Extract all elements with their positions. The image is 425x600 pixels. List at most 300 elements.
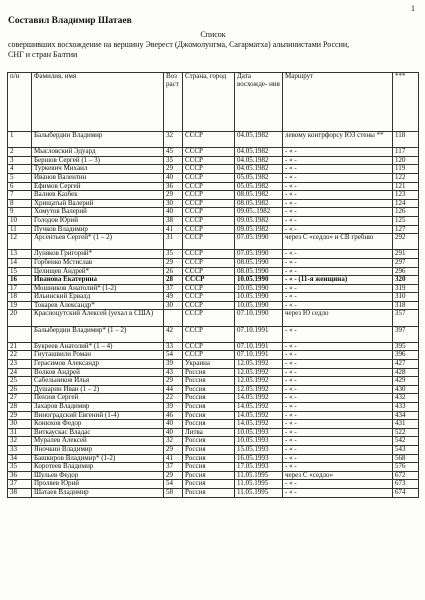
age-cell: 29 xyxy=(164,165,183,174)
ascent-date-cell: 07.05.1990 xyxy=(235,234,283,250)
route-cell: - « - xyxy=(283,377,393,386)
route-cell: - « - xyxy=(283,488,393,497)
table-row xyxy=(8,225,419,234)
age-cell: 35 xyxy=(164,156,183,165)
climber-name-cell: Бершов Сергей (1 – 3) xyxy=(32,156,164,165)
table-row xyxy=(8,156,419,165)
ascent-date-cell: 08.05.1990 xyxy=(235,267,283,276)
country-cell: СССР xyxy=(183,234,235,250)
country-cell: Россия xyxy=(183,488,235,497)
table-row xyxy=(8,132,419,148)
climber-name-cell: Хрищатый Валерий xyxy=(32,199,164,208)
age-cell: 40 xyxy=(164,208,183,217)
ascent-order-cell: 126 xyxy=(393,208,419,217)
route-cell: - « - xyxy=(283,445,393,454)
ascent-date-cell: 04.05.1982 xyxy=(235,165,283,174)
ascent-order-cell: 119 xyxy=(393,165,419,174)
row-number-cell: 13 xyxy=(8,250,32,259)
route-cell: - « - xyxy=(283,411,393,420)
table-row xyxy=(8,191,419,200)
country-cell: Россия xyxy=(183,437,235,446)
row-number-cell: 38 xyxy=(8,488,32,497)
climber-name-cell: Герасимов Александр xyxy=(32,360,164,369)
climber-name-cell: Туркевич Михаил xyxy=(32,165,164,174)
row-number-cell: 34 xyxy=(8,454,32,463)
country-cell: СССР xyxy=(183,351,235,360)
route-cell: - « - xyxy=(283,199,393,208)
table-row xyxy=(8,173,419,182)
ascent-order-cell: 125 xyxy=(393,216,419,225)
age-cell: 46 xyxy=(164,411,183,420)
age-cell: 28 xyxy=(164,276,183,285)
route-cell: - « - xyxy=(283,326,393,342)
age-cell: 22 xyxy=(164,394,183,403)
table-row xyxy=(8,471,419,480)
route-cell: - « - xyxy=(283,437,393,446)
row-number-cell: 32 xyxy=(8,437,32,446)
country-cell: СССР xyxy=(183,326,235,342)
row-number-cell xyxy=(8,326,32,342)
row-number-cell: 33 xyxy=(8,445,32,454)
age-cell: 38 xyxy=(164,216,183,225)
ascent-order-cell: 296 xyxy=(393,267,419,276)
row-number-cell: 3 xyxy=(8,156,32,165)
table-header-row xyxy=(8,73,419,132)
country-cell: Россия xyxy=(183,471,235,480)
ascent-order-cell: 117 xyxy=(393,148,419,157)
ascent-date-cell: 17.05.1993 xyxy=(235,463,283,472)
climber-name-cell: Коротеев Владимир xyxy=(32,463,164,472)
climber-name-cell: Гиуташвили Роман xyxy=(32,351,164,360)
header-number: п/н xyxy=(8,73,32,132)
ascent-date-cell: 04.05.1982 xyxy=(235,148,283,157)
climber-name-cell: Сабельников Илья xyxy=(32,377,164,386)
route-cell: - « - xyxy=(283,173,393,182)
row-number-cell: 14 xyxy=(8,258,32,267)
row-number-cell: 2 xyxy=(8,148,32,157)
route-cell: - « - xyxy=(283,225,393,234)
country-cell: СССР xyxy=(183,208,235,217)
ascent-date-cell: 14.05.1992 xyxy=(235,420,283,429)
country-cell: Россия xyxy=(183,385,235,394)
ascent-order-cell: 433 xyxy=(393,403,419,412)
age-cell: 43 xyxy=(164,368,183,377)
row-number-cell: 10 xyxy=(8,216,32,225)
climber-name-cell: Душарин Иван (1 – 2) xyxy=(32,385,164,394)
table-row xyxy=(8,165,419,174)
list-heading: Список xyxy=(200,30,226,39)
header-country: Страна, город xyxy=(183,73,235,132)
table-row xyxy=(8,208,419,217)
route-cell: - « - xyxy=(283,351,393,360)
country-cell: Россия xyxy=(183,394,235,403)
route-cell: - « - xyxy=(283,360,393,369)
table-row xyxy=(8,326,419,342)
age-cell: 31 xyxy=(164,234,183,250)
route-cell: - « - xyxy=(283,368,393,377)
ascent-date-cell: 12.05.1992 xyxy=(235,360,283,369)
ascent-order-cell: 118 xyxy=(393,132,419,148)
country-cell: Россия xyxy=(183,445,235,454)
ascent-date-cell: 10.05.1993 xyxy=(235,428,283,437)
ascent-date-cell: 09.05.1982 xyxy=(235,225,283,234)
country-cell: Россия xyxy=(183,480,235,489)
climber-name-cell: Шульев Федор xyxy=(32,471,164,480)
route-cell: - « - xyxy=(283,208,393,217)
row-number-cell: 12 xyxy=(8,234,32,250)
country-cell: Россия xyxy=(183,463,235,472)
country-cell: СССР xyxy=(183,225,235,234)
table-row xyxy=(8,360,419,369)
country-cell: Россия xyxy=(183,420,235,429)
ascent-order-cell: 672 xyxy=(393,471,419,480)
country-cell: Россия xyxy=(183,377,235,386)
row-number-cell: 5 xyxy=(8,173,32,182)
table-row xyxy=(8,182,419,191)
age-cell: 33 xyxy=(164,342,183,351)
row-number-cell: 25 xyxy=(8,377,32,386)
country-cell: СССР xyxy=(183,276,235,285)
route-cell: - « - xyxy=(283,463,393,472)
ascent-order-cell: 319 xyxy=(393,284,419,293)
table-row xyxy=(8,411,419,420)
author-line: Составил Владимир Шатаев xyxy=(8,16,132,26)
route-cell: через Ю седло xyxy=(283,310,393,326)
climber-name-cell: Целищев Андрей* xyxy=(32,267,164,276)
header-route: Маршрут xyxy=(283,73,393,132)
country-cell: СССР xyxy=(183,258,235,267)
age-cell: 40 xyxy=(164,420,183,429)
table-row xyxy=(8,428,419,437)
list-subtitle-line-2: СНГ и стран Балтии xyxy=(8,50,78,59)
table-row xyxy=(8,403,419,412)
row-number-cell: 29 xyxy=(8,411,32,420)
route-cell: - « - xyxy=(283,284,393,293)
ascent-date-cell: 15.05.1993 xyxy=(235,445,283,454)
table-row xyxy=(8,420,419,429)
ascent-date-cell: 12.05.1992 xyxy=(235,377,283,386)
row-number-cell: 37 xyxy=(8,480,32,489)
row-number-cell: 36 xyxy=(8,471,32,480)
ascent-date-cell: 14.05.1992 xyxy=(235,403,283,412)
table-row xyxy=(8,234,419,250)
climber-name-cell: Иванова Екатерина xyxy=(32,276,164,285)
table-row xyxy=(8,437,419,446)
climber-name-cell: Виткаускас Владас xyxy=(32,428,164,437)
table-row xyxy=(8,293,419,302)
ascent-order-cell: 395 xyxy=(393,342,419,351)
climber-name-cell: Ефимов Сергей xyxy=(32,182,164,191)
table-row xyxy=(8,310,419,326)
age-cell: 29 xyxy=(164,445,183,454)
ascent-date-cell: 08.05.1982 xyxy=(235,191,283,200)
ascent-order-cell: 576 xyxy=(393,463,419,472)
age-cell: 45 xyxy=(164,148,183,157)
ascent-order-cell: 431 xyxy=(393,420,419,429)
country-cell: Россия xyxy=(183,368,235,377)
age-cell: 30 xyxy=(164,199,183,208)
ascent-order-cell: 310 xyxy=(393,293,419,302)
table-row xyxy=(8,284,419,293)
table-row xyxy=(8,301,419,310)
route-cell: - « - xyxy=(283,342,393,351)
ascent-order-cell: 434 xyxy=(393,411,419,420)
table-row xyxy=(8,454,419,463)
climber-name-cell: Балыбердин Владимир* (1 – 2) xyxy=(32,326,164,342)
header-order: *** xyxy=(393,73,419,132)
route-cell: - « - xyxy=(283,385,393,394)
age-cell: 37 xyxy=(164,463,183,472)
list-subtitle-line-1: совершивших восхождение на вершину Эверест (Джомолунгма, Сагарматха) альпинистами России, xyxy=(8,40,350,49)
country-cell: Россия xyxy=(183,403,235,412)
route-cell: через С «седло» xyxy=(283,471,393,480)
age-cell: 29 xyxy=(164,191,183,200)
row-number-cell: 4 xyxy=(8,165,32,174)
climber-name-cell: Шатаев Владимир xyxy=(32,488,164,497)
climber-name-cell: Токарев Александр* xyxy=(32,301,164,310)
age-cell: 32 xyxy=(164,437,183,446)
header-date: Дата восхожде- ния xyxy=(235,73,283,132)
ascent-order-cell: 430 xyxy=(393,385,419,394)
route-cell: - « - xyxy=(283,250,393,259)
route-cell: - « - xyxy=(283,182,393,191)
age-cell: 44 xyxy=(164,385,183,394)
row-number-cell: 11 xyxy=(8,225,32,234)
ascent-order-cell: 122 xyxy=(393,173,419,182)
age-cell: 29 xyxy=(164,377,183,386)
age-cell: 39 xyxy=(164,403,183,412)
ascent-date-cell: 07.10.1991 xyxy=(235,342,283,351)
row-number-cell: 31 xyxy=(8,428,32,437)
country-cell: СССР xyxy=(183,310,235,326)
route-cell: - « - xyxy=(283,428,393,437)
route-cell: через С «седло» и СВ гребню xyxy=(283,234,393,250)
age-cell: 42 xyxy=(164,326,183,342)
table-row xyxy=(8,250,419,259)
climber-name-cell: Балыбердин Владимир xyxy=(32,132,164,148)
climber-name-cell: Башкиров Владимир* (1-2) xyxy=(32,454,164,463)
row-number-cell: 28 xyxy=(8,403,32,412)
climber-name-cell: Муралев Алексей xyxy=(32,437,164,446)
ascent-order-cell: 320 xyxy=(393,276,419,285)
ascent-date-cell: 09.05..1982 xyxy=(235,208,283,217)
table-row xyxy=(8,394,419,403)
country-cell: СССР xyxy=(183,216,235,225)
table-row xyxy=(8,258,419,267)
table-row xyxy=(8,445,419,454)
climber-name-cell: Красноцутский Алексей (уехал в США) xyxy=(32,310,164,326)
table-row xyxy=(8,342,419,351)
ascent-date-cell: 04.05.1982 xyxy=(235,156,283,165)
ascent-date-cell: 10.05.1993 xyxy=(235,437,283,446)
climber-name-cell: Виноградский Евгений (1-4) xyxy=(32,411,164,420)
ascent-date-cell: 11.05.1995 xyxy=(235,488,283,497)
table-row xyxy=(8,480,419,489)
table-row xyxy=(8,351,419,360)
table-row xyxy=(8,488,419,497)
route-cell: - « - xyxy=(283,191,393,200)
ascent-date-cell: 14.05.1992 xyxy=(235,411,283,420)
ascent-order-cell: 291 xyxy=(393,250,419,259)
climber-name-cell: Голодов Юрий xyxy=(32,216,164,225)
ascent-date-cell: 10.05.1990 xyxy=(235,293,283,302)
climber-name-cell: Конюхов Федор xyxy=(32,420,164,429)
table-row xyxy=(8,463,419,472)
row-number-cell: 7 xyxy=(8,191,32,200)
ascent-order-cell: 432 xyxy=(393,394,419,403)
ascent-order-cell: 427 xyxy=(393,360,419,369)
age-cell: 35 xyxy=(164,250,183,259)
climber-name-cell: Яночкин Владимир xyxy=(32,445,164,454)
row-number-cell: 18 xyxy=(8,293,32,302)
climber-name-cell: Мысловский Эдуард xyxy=(32,148,164,157)
ascent-order-cell: 318 xyxy=(393,301,419,310)
climber-name-cell: Мошников Анатолий* (1-2) xyxy=(32,284,164,293)
age-cell: 41 xyxy=(164,454,183,463)
table-row xyxy=(8,368,419,377)
ascent-order-cell: 121 xyxy=(393,182,419,191)
ascent-date-cell: 10.05.1990 xyxy=(235,284,283,293)
country-cell: Россия xyxy=(183,411,235,420)
ascent-order-cell: 429 xyxy=(393,377,419,386)
ascent-date-cell: 07.10.1990 xyxy=(235,310,283,326)
country-cell: СССР xyxy=(183,284,235,293)
header-name: Фамилия, имя xyxy=(32,73,164,132)
route-cell: - « - xyxy=(283,454,393,463)
climber-name-cell: Букреев Анатолий* (1 – 4) xyxy=(32,342,164,351)
age-cell: 39 xyxy=(164,360,183,369)
country-cell: СССР xyxy=(183,173,235,182)
ascent-order-cell: 124 xyxy=(393,199,419,208)
age-cell: 30 xyxy=(164,301,183,310)
ascent-date-cell: 07.05.1990 xyxy=(235,250,283,259)
ascent-date-cell: 09.05.1982 xyxy=(235,216,283,225)
age-cell: 29 xyxy=(164,471,183,480)
row-number-cell: 24 xyxy=(8,368,32,377)
climber-name-cell: Хомутов Валерий xyxy=(32,208,164,217)
ascent-order-cell: 568 xyxy=(393,454,419,463)
route-cell: - « - xyxy=(283,165,393,174)
row-number-cell: 15 xyxy=(8,267,32,276)
ascent-date-cell: 08.05.1982 xyxy=(235,199,283,208)
ascent-order-cell: 127 xyxy=(393,225,419,234)
row-number-cell: 9 xyxy=(8,208,32,217)
country-cell: СССР xyxy=(183,148,235,157)
country-cell: СССР xyxy=(183,199,235,208)
climber-name-cell: Захаров Владимир xyxy=(32,403,164,412)
country-cell: Украина xyxy=(183,360,235,369)
table-row xyxy=(8,199,419,208)
table-row xyxy=(8,377,419,386)
ascent-order-cell: 397 xyxy=(393,326,419,342)
ascent-date-cell: 16.05.1993 xyxy=(235,454,283,463)
country-cell: Россия xyxy=(183,454,235,463)
row-number-cell: 22 xyxy=(8,351,32,360)
age-cell: 58 xyxy=(164,488,183,497)
country-cell: СССР xyxy=(183,301,235,310)
climbers-table xyxy=(7,72,419,498)
document-title xyxy=(8,30,418,60)
route-cell: левому контрфорсу ЮЗ стены ** xyxy=(283,132,393,148)
climber-name-cell: Волков Андрей xyxy=(32,368,164,377)
age-cell: 40 xyxy=(164,428,183,437)
country-cell: СССР xyxy=(183,250,235,259)
row-number-cell: 27 xyxy=(8,394,32,403)
table-body xyxy=(8,132,419,498)
ascent-order-cell: 522 xyxy=(393,428,419,437)
ascent-date-cell: 04.05.1982 xyxy=(235,132,283,148)
route-cell: - « - xyxy=(283,267,393,276)
age-cell: 49 xyxy=(164,293,183,302)
row-number-cell: 16 xyxy=(8,276,32,285)
table-row xyxy=(8,148,419,157)
row-number-cell: 1 xyxy=(8,132,32,148)
ascent-order-cell: 297 xyxy=(393,258,419,267)
ascent-date-cell: 11.05.1995 xyxy=(235,480,283,489)
route-cell: - « - xyxy=(283,148,393,157)
row-number-cell: 8 xyxy=(8,199,32,208)
ascent-order-cell: 428 xyxy=(393,368,419,377)
ascent-date-cell: 12.05.1992 xyxy=(235,368,283,377)
age-cell: 40 xyxy=(164,173,183,182)
ascent-order-cell: 543 xyxy=(393,445,419,454)
table-row xyxy=(8,216,419,225)
age-cell: 32 xyxy=(164,132,183,148)
age-cell: 36 xyxy=(164,182,183,191)
ascent-date-cell: 05.05.1982 xyxy=(235,182,283,191)
route-cell: - « - xyxy=(283,258,393,267)
climber-name-cell: Ильинский Ервалд xyxy=(32,293,164,302)
country-cell: СССР xyxy=(183,156,235,165)
route-cell: - « - xyxy=(283,216,393,225)
climber-name-cell: Горбенко Мстислав xyxy=(32,258,164,267)
header-age: Воз раст xyxy=(164,73,183,132)
ascent-order-cell: 120 xyxy=(393,156,419,165)
country-cell: Литва xyxy=(183,428,235,437)
row-number-cell: 21 xyxy=(8,342,32,351)
ascent-order-cell: 292 xyxy=(393,234,419,250)
table-row xyxy=(8,276,419,285)
climber-name-cell: Валиев Казбек xyxy=(32,191,164,200)
route-cell: - « - (11-я женщина) xyxy=(283,276,393,285)
age-cell: 26 xyxy=(164,267,183,276)
route-cell: - « - xyxy=(283,480,393,489)
country-cell: СССР xyxy=(183,293,235,302)
row-number-cell: 35 xyxy=(8,463,32,472)
ascent-order-cell: 396 xyxy=(393,351,419,360)
climber-name-cell: Луняков Григорий* xyxy=(32,250,164,259)
country-cell: СССР xyxy=(183,182,235,191)
age-cell: 41 xyxy=(164,225,183,234)
route-cell: - « - xyxy=(283,301,393,310)
age-cell xyxy=(164,310,183,326)
climber-name-cell: Иванов Валентин xyxy=(32,173,164,182)
ascent-date-cell: 10.05.1990 xyxy=(235,276,283,285)
route-cell: - « - xyxy=(283,403,393,412)
age-cell: 54 xyxy=(164,480,183,489)
ascent-date-cell: 11.05.1995 xyxy=(235,471,283,480)
ascent-order-cell: 673 xyxy=(393,480,419,489)
ascent-date-cell: 14.05.1992 xyxy=(235,394,283,403)
country-cell: СССР xyxy=(183,132,235,148)
route-cell: - « - xyxy=(283,420,393,429)
table-row xyxy=(8,267,419,276)
country-cell: СССР xyxy=(183,267,235,276)
ascent-order-cell: 123 xyxy=(393,191,419,200)
table-row xyxy=(8,385,419,394)
row-number-cell: 20 xyxy=(8,310,32,326)
ascent-date-cell: 10.05.1990 xyxy=(235,301,283,310)
